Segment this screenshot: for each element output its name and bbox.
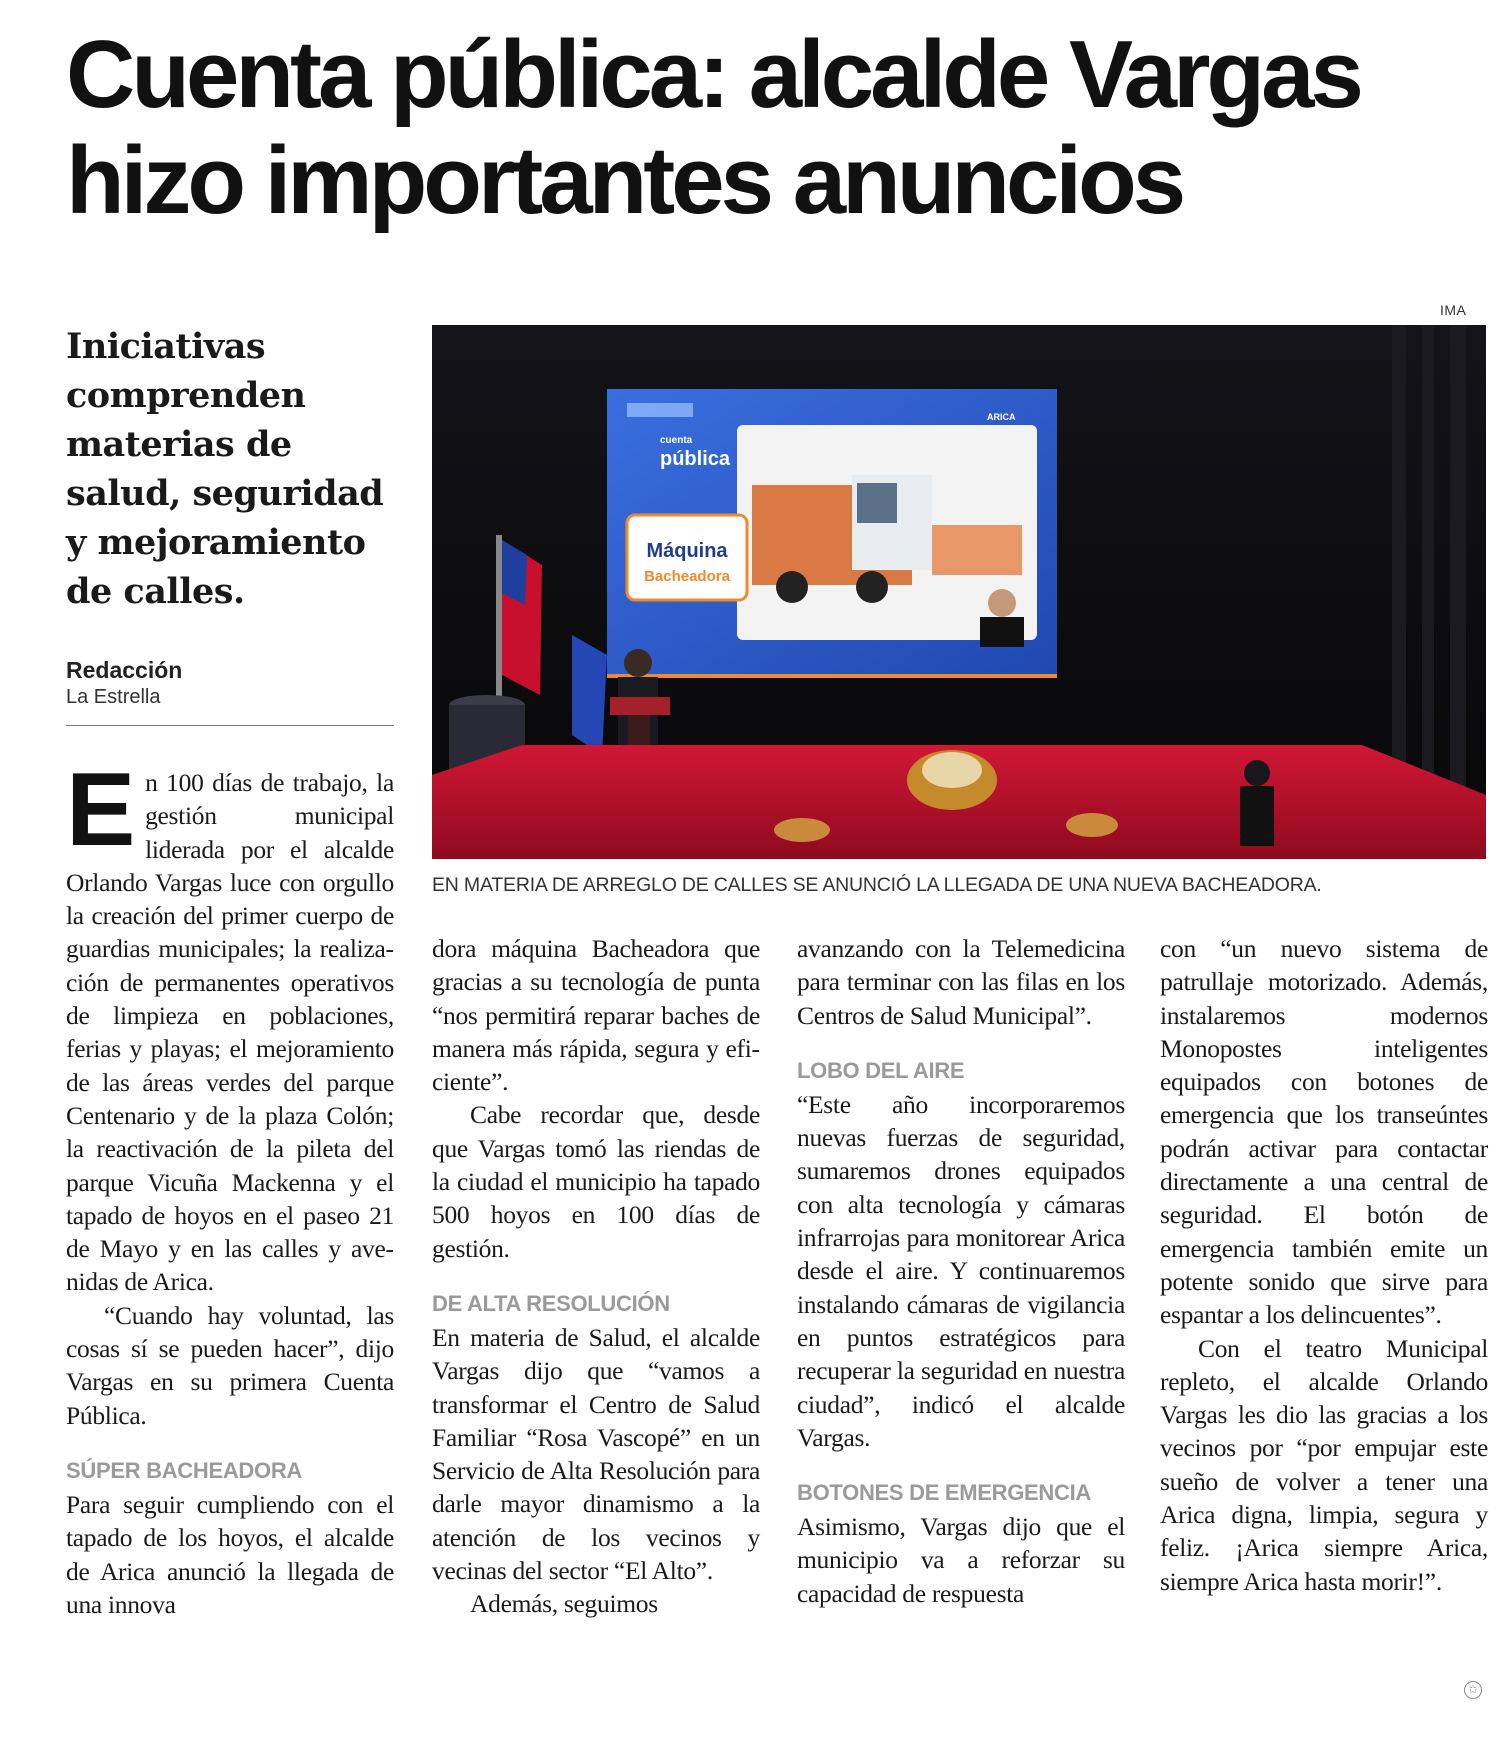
section-subtitle: SÚPER BACHEADORA — [66, 1457, 302, 1483]
subhead: Iniciativas comprenden materias de salud, seguridad y mejoramiento de calles. — [66, 326, 384, 612]
paragraph: dora máquina Bacheadora que gracias a su tecnología de punta “nos permitirá reparar baches de manera más rápida, segura y eficiente”. — [432, 934, 760, 1097]
paragraph: Para seguir cumpliendo con el tapado de los hoyos, el alcalde de Arica anunció la llegada de una innova — [66, 1489, 394, 1619]
screen-logo-big: pública — [660, 448, 731, 470]
article-column-3 — [797, 932, 1125, 1610]
paragraph: Cabe recordar que, desde que Vargas tomó las riendas de la ciudad el municipio ha tapado 500 hoyos en 100 días de gestión. — [432, 1100, 760, 1263]
paragraph: Con el teatro Municipal repleto, el alcalde Orlando Vargas les dio las gracias a los vecinos por “por empujar este sueño de volver a tener una Arica digna, limpia, segura y feliz. ¡Arica siempre Arica, siempre Arica hasta morir!”. — [1160, 1333, 1488, 1596]
drop-cap: E — [66, 752, 136, 868]
theater-stage-illustration — [432, 325, 1486, 859]
headline: Cuenta pública: alcalde Vargas hizo importantes anuncios — [66, 21, 1360, 234]
paragraph: “Cuando hay voluntad, las cosas sí se pueden hacer”, dijo Vargas en su primera Cuenta Pública. — [66, 1300, 394, 1430]
byline-divider — [66, 725, 394, 726]
article-photo — [432, 325, 1486, 859]
section-subtitle: LOBO DEL AIRE — [797, 1057, 965, 1083]
paragraph: “Este año incorporaremos nuevas fuerzas de seguridad, sumaremos drones equipados con alta tecnología y cámaras infrarrojas para monitorear Arica desde el aire. Y continuaremos instalando cámaras de vigilancia en puntos estratégicos para recuperar la seguridad en nuestra ciudad”, indicó el alcalde Vargas. — [797, 1089, 1125, 1452]
paragraph: Además, seguimos — [470, 1589, 658, 1619]
photo-credit: IMA — [1440, 302, 1467, 318]
paragraph: avanzando con la Telemedicina para terminar con las filas en los Centros de Salud Municipal”. — [797, 934, 1125, 1030]
article-column-2 — [432, 932, 760, 1621]
screen-logo-small: cuenta — [660, 435, 693, 446]
article-column-1 — [66, 752, 394, 1621]
paragraph: Asimismo, Vargas dijo que el municipio va a reforzar su capacidad de respuesta — [797, 1512, 1125, 1608]
screen-machine-subtitle: Bacheadora — [644, 568, 730, 585]
paragraph: En materia de Salud, el alcalde Vargas dijo que “vamos a transformar el Centro de Salud Familiar “Rosa Vascopé” en un Servicio de Alta Resolución para darle mayor dinamismo a la atención de los vecinos y vecinas del sector “El Alto”. — [432, 1322, 760, 1586]
lead-paragraph-text: n 100 días de trabajo, la gestión municipal liderada por el alcalde Orlando Vargas luce con orgullo la creación del primer cuerpo de guardias municipales; la realización de permanentes operativos de limpieza en poblaciones, ferias y playas; el mejoramiento de las áreas verdes del parque Centenario y de la plaza Colón; la reactivación de la pileta del parque Vicuña Mackenna y el tapado de hoyos en el paseo 21 de Mayo y en las calles y avenidas de Arica. — [66, 768, 394, 1297]
paragraph: con “un nuevo sistema de patrullaje motorizado. Además, instalaremos modernos Monopostes inteligentes equipados con botones de emergencia que los transeúntes podrán activar para contactar directamente a una central de seguridad. El botón de emergencia también emite un potente sonido que sirve para espantar a los delincuentes”. — [1160, 934, 1488, 1330]
photo-caption: EN MATERIA DE ARREGLO DE CALLES SE ANUNCIÓ LA LLEGADA DE UNA NUEVA BACHEADORA. — [432, 874, 1322, 896]
section-subtitle: BOTONES DE EMERGENCIA — [797, 1480, 1091, 1506]
byline — [66, 656, 182, 710]
star-circle-icon: ✩ — [1464, 1681, 1482, 1699]
section-subtitle: DE ALTA RESOLUCIÓN — [432, 1290, 670, 1316]
article-column-4 — [1160, 932, 1488, 1598]
byline-author: Redacción — [66, 657, 183, 683]
screen-machine-title: Máquina — [646, 540, 728, 562]
byline-outlet: La Estrella — [66, 686, 161, 708]
lead-paragraph — [66, 752, 394, 1299]
screen-brand: ARICA — [987, 412, 1016, 422]
